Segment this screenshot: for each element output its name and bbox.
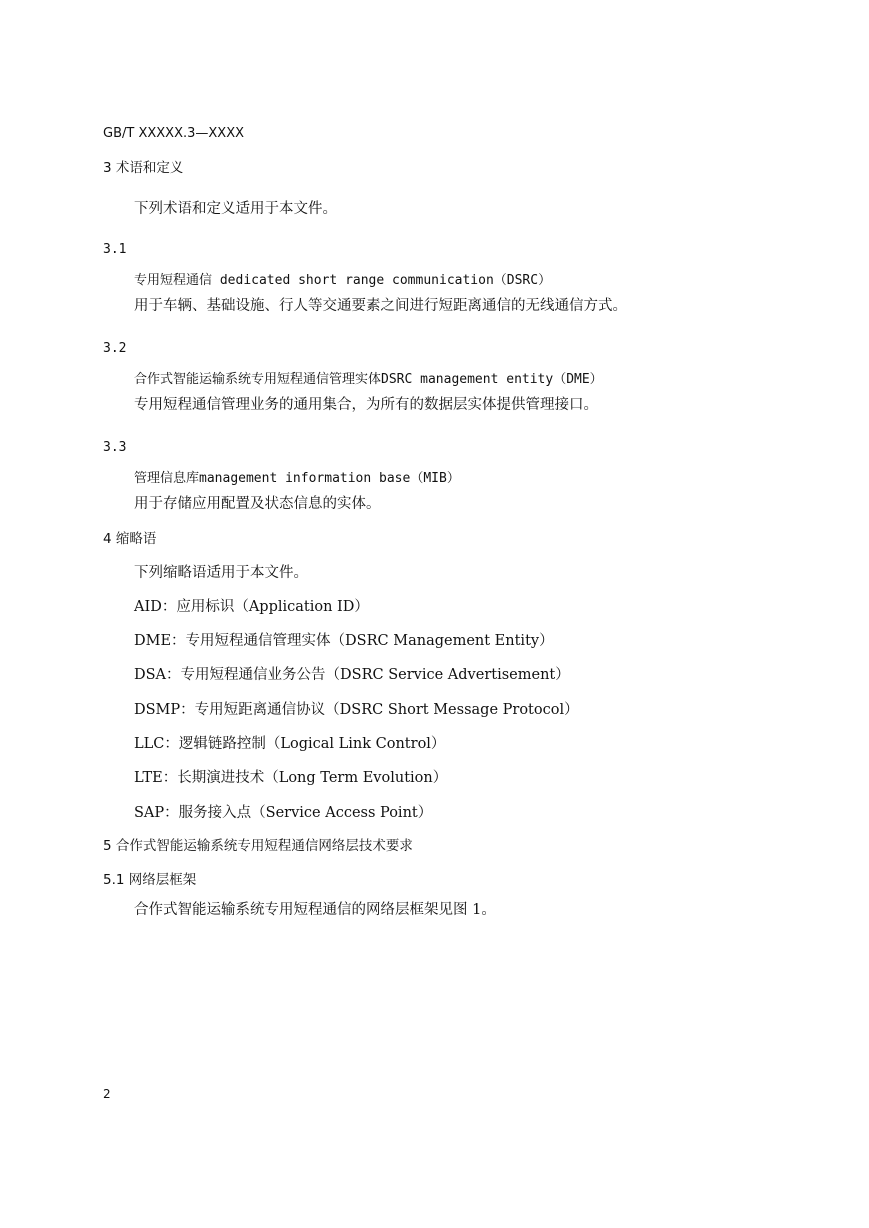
abbreviation-item: LLC：逻辑链路控制（Logical Link Control） [134,736,446,752]
abbreviation-item: SAP：服务接入点（Service Access Point） [134,805,433,821]
page-number: 2 [103,1087,111,1101]
term-english-name: management information base（MIB） [199,471,460,486]
term-definition: 用于存储应用配置及状态信息的实体。 [134,496,381,512]
term-title [134,370,603,386]
term-number: 3.3 [103,440,127,455]
abbreviation-item: AID：应用标识（Application ID） [134,599,369,615]
abbreviation-item: LTE：长期演进技术（Long Term Evolution） [134,770,448,786]
term-number: 3.1 [103,242,127,257]
abbreviation-item: DSA：专用短程通信业务公告（DSRC Service Advertisement） [134,667,570,683]
section-3-intro: 下列术语和定义适用于本文件。 [134,201,337,217]
section-5-1-text: 合作式智能运输系统专用短程通信的网络层框架见图 1。 [134,902,496,918]
section-5-heading: 5 合作式智能运输系统专用短程通信网络层技术要求 [103,838,413,854]
term-chinese-name: 管理信息库 [134,471,200,486]
term-title [134,469,460,485]
abbreviation-item: DSMP：专用短距离通信协议（DSRC Short Message Protocol） [134,702,579,718]
term-chinese-name: 合作式智能运输系统专用短程通信管理实体 [134,372,382,387]
term-english-name: dedicated short range communication（DSRC） [212,273,552,288]
term-number: 3.2 [103,341,127,356]
abbreviation-item: DME：专用短程通信管理实体（DSRC Management Entity） [134,633,554,649]
section-5-1-heading: 5.1 网络层框架 [103,872,197,888]
section-4-intro: 下列缩略语适用于本文件。 [134,565,308,581]
term-definition: 专用短程通信管理业务的通用集合，为所有的数据层实体提供管理接口。 [134,397,598,413]
term-definition: 用于车辆、基础设施、行人等交通要素之间进行短距离通信的无线通信方式。 [134,298,627,314]
term-english-name: DSRC management entity（DME） [381,372,603,387]
section-4-heading: 4 缩略语 [103,531,157,547]
standard-number-header: GB/T XXXXX.3—XXXX [103,126,245,141]
term-title [134,271,551,287]
section-3-heading: 3 术语和定义 [103,160,184,176]
term-chinese-name: 专用短程通信 [134,273,213,288]
